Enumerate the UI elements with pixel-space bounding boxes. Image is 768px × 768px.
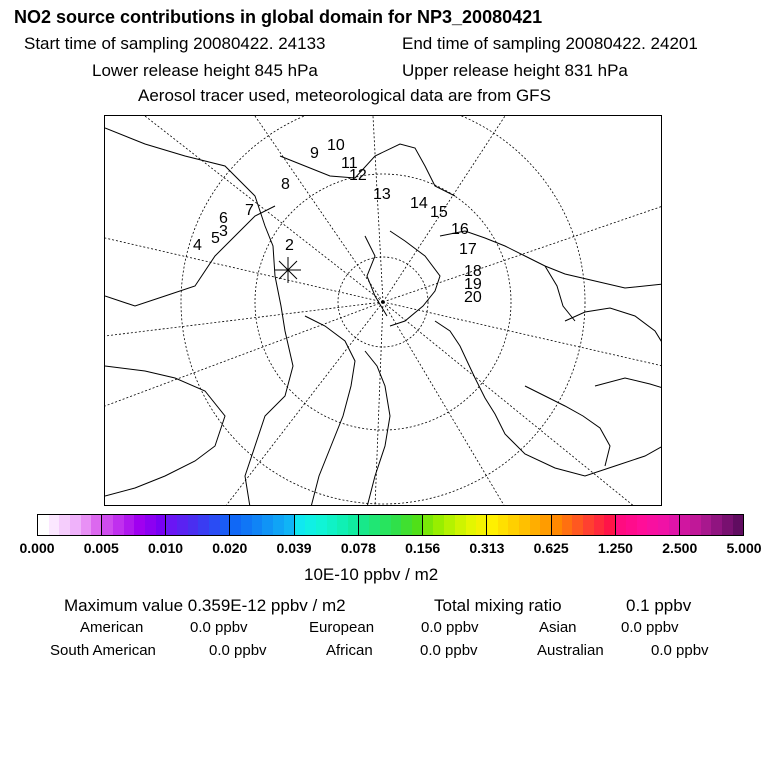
colorbar-tick-label: 0.078 — [340, 540, 376, 556]
colorbar-swatch — [615, 515, 626, 535]
colorbar-swatch — [433, 515, 444, 535]
colorbar-swatch — [604, 515, 615, 535]
trajectory-label: 14 — [410, 195, 428, 212]
coastline-north-america — [105, 366, 225, 496]
colorbar-swatch — [177, 515, 188, 535]
end-time: End time of sampling 20080422. 24201 — [402, 34, 698, 53]
region-value: 0.0 ppbv — [651, 642, 709, 659]
coastlines — [105, 128, 662, 506]
colorbar-swatch — [466, 515, 477, 535]
trajectory-label: 11 — [341, 155, 358, 172]
trajectory-label: 9 — [310, 145, 319, 162]
colorbar-tick — [229, 514, 230, 536]
colorbar-tick — [165, 514, 166, 536]
colorbar-swatch — [198, 515, 209, 535]
colorbar-swatch — [498, 515, 509, 535]
colorbar-swatch — [487, 515, 498, 535]
colorbar-swatch — [295, 515, 306, 535]
colorbar-tick — [358, 514, 359, 536]
region-label: American — [80, 619, 144, 636]
colorbar-swatch — [476, 515, 487, 535]
start-time: Start time of sampling 20080422. 24133 — [24, 34, 326, 53]
colorbar-tick — [101, 514, 102, 536]
colorbar-swatch — [113, 515, 124, 535]
colorbar-tick-label: 0.020 — [212, 540, 248, 556]
polar-map — [104, 115, 662, 506]
meridian — [105, 302, 383, 336]
colorbar-swatch — [540, 515, 551, 535]
colorbar-swatch — [273, 515, 284, 535]
colorbar-tick — [294, 514, 295, 536]
colorbar-swatch — [637, 515, 648, 535]
colorbar-swatch — [337, 515, 348, 535]
colorbar-tick — [551, 514, 552, 536]
lower-release-height: Lower release height 845 hPa — [92, 61, 318, 80]
colorbar-swatch — [327, 515, 338, 535]
coastline-asia — [565, 308, 662, 344]
trajectory-label: 8 — [281, 176, 290, 193]
region-value: 0.0 ppbv — [420, 642, 478, 659]
region-value: 0.0 ppbv — [421, 619, 479, 636]
colorbar-swatch — [572, 515, 583, 535]
colorbar-swatch — [305, 515, 316, 535]
colorbar-swatch — [722, 515, 733, 535]
colorbar-swatch — [401, 515, 412, 535]
coastline-asia — [280, 144, 455, 196]
coastline-greenland — [305, 316, 355, 506]
region-label: European — [309, 619, 375, 636]
colorbar-swatch — [423, 515, 434, 535]
trajectory-label: 18 — [464, 263, 482, 280]
colorbar-unit: 10E-10 ppbv / m2 — [304, 565, 439, 584]
colorbar-swatch — [455, 515, 466, 535]
meridian — [105, 302, 383, 406]
coastline-europe — [435, 321, 662, 476]
colorbar-swatch — [733, 515, 744, 535]
coastline-europe — [525, 386, 610, 466]
colorbar-swatch — [391, 515, 402, 535]
region-value: 0.0 ppbv — [209, 642, 267, 659]
coastline-north-america — [105, 206, 275, 306]
colorbar-swatch — [551, 515, 562, 535]
colorbar-tick-label: 0.625 — [533, 540, 569, 556]
coastline-asia — [545, 266, 575, 321]
colorbar-tick — [486, 514, 487, 536]
colorbar-tick — [679, 514, 680, 536]
total-mixing-label: Total mixing ratio — [434, 596, 562, 615]
colorbar-swatch — [70, 515, 81, 535]
colorbar-swatch — [594, 515, 605, 535]
trajectory-label: 19 — [464, 276, 482, 293]
colorbar-swatch — [679, 515, 690, 535]
colorbar-swatch — [59, 515, 70, 535]
meridian — [383, 206, 662, 302]
colorbar-tick-label: 5.000 — [726, 540, 762, 556]
trajectory-label: 6 — [219, 210, 228, 227]
trajectory-label: 7 — [245, 202, 254, 219]
region-label: African — [326, 642, 373, 659]
colorbar-swatch — [690, 515, 701, 535]
colorbar-swatch — [369, 515, 380, 535]
trajectory-label: 20 — [464, 289, 482, 306]
region-label: Australian — [537, 642, 604, 659]
coastline-north-america — [105, 128, 293, 506]
colorbar-swatch — [38, 515, 49, 535]
trajectory-label: 16 — [451, 221, 469, 238]
colorbar-swatch — [658, 515, 669, 535]
colorbar-tick-label: 0.313 — [469, 540, 505, 556]
colorbar-swatch — [711, 515, 722, 535]
region-value: 0.0 ppbv — [621, 619, 679, 636]
meridian — [373, 116, 383, 302]
colorbar-swatch — [647, 515, 658, 535]
tracer-note: Aerosol tracer used, meteorological data are from GFS — [138, 86, 551, 105]
colorbar-swatch — [262, 515, 273, 535]
colorbar-swatch — [102, 515, 113, 535]
trajectory-label: 4 — [193, 237, 202, 254]
trajectory-label: 17 — [459, 241, 477, 258]
colorbar-swatch — [583, 515, 594, 535]
region-label: South American — [50, 642, 156, 659]
colorbar-swatch — [519, 515, 530, 535]
meridian — [145, 116, 383, 302]
colorbar-swatch — [701, 515, 712, 535]
meridian — [105, 238, 383, 302]
colorbar-swatch — [252, 515, 263, 535]
coastline-arctic — [390, 231, 440, 326]
colorbar-swatch — [626, 515, 637, 535]
trajectory-label: 10 — [327, 137, 345, 154]
source-marker — [275, 257, 301, 283]
colorbar-tick — [615, 514, 616, 536]
colorbar-swatch — [669, 515, 680, 535]
colorbar-swatch — [444, 515, 455, 535]
colorbar-tick-label: 1.250 — [597, 540, 633, 556]
colorbar-swatch — [188, 515, 199, 535]
meridian — [375, 302, 383, 506]
upper-release-height: Upper release height 831 hPa — [402, 61, 628, 80]
trajectory-label: 3 — [219, 223, 228, 240]
colorbar — [37, 514, 744, 536]
colorbar-swatch — [508, 515, 519, 535]
coastline-africa — [595, 378, 662, 388]
meridian — [225, 302, 383, 506]
colorbar-swatch — [562, 515, 573, 535]
colorbar-tick-label: 0.039 — [276, 540, 312, 556]
colorbar-swatch — [49, 515, 60, 535]
colorbar-swatch — [380, 515, 391, 535]
trajectory-label: 13 — [373, 186, 391, 203]
colorbar-swatch — [359, 515, 370, 535]
colorbar-swatch — [81, 515, 92, 535]
trajectory-label: 5 — [211, 230, 220, 247]
page-title: NO2 source contributions in global domain for NP3_20080421 — [14, 7, 543, 27]
coastline-arctic — [365, 236, 387, 316]
meridian — [255, 116, 383, 302]
total-mixing-value: 0.1 ppbv — [626, 596, 692, 615]
colorbar-swatch — [530, 515, 541, 535]
region-value: 0.0 ppbv — [190, 619, 248, 636]
coastline-greenland — [365, 351, 390, 506]
trajectory-label: 12 — [349, 167, 367, 184]
colorbar-swatch — [145, 515, 156, 535]
colorbar-tick-label: 0.156 — [405, 540, 441, 556]
colorbar-swatch — [124, 515, 135, 535]
region-label: Asian — [539, 619, 577, 636]
colorbar-tick — [422, 514, 423, 536]
colorbar-swatch — [316, 515, 327, 535]
meridian — [383, 302, 635, 506]
colorbar-swatch — [166, 515, 177, 535]
maximum-value: Maximum value 0.359E-12 ppbv / m2 — [64, 596, 346, 615]
trajectory-label: 15 — [430, 204, 448, 221]
colorbar-tick-label: 0.005 — [83, 540, 119, 556]
trajectory-label: 2 — [285, 237, 294, 254]
colorbar-swatch — [134, 515, 145, 535]
colorbar-swatch — [230, 515, 241, 535]
colorbar-tick-label: 0.010 — [148, 540, 184, 556]
colorbar-tick-label: 0.000 — [19, 540, 55, 556]
colorbar-swatch — [241, 515, 252, 535]
map-canvas — [105, 116, 662, 506]
colorbar-tick-label: 2.500 — [662, 540, 698, 556]
colorbar-swatch — [209, 515, 220, 535]
